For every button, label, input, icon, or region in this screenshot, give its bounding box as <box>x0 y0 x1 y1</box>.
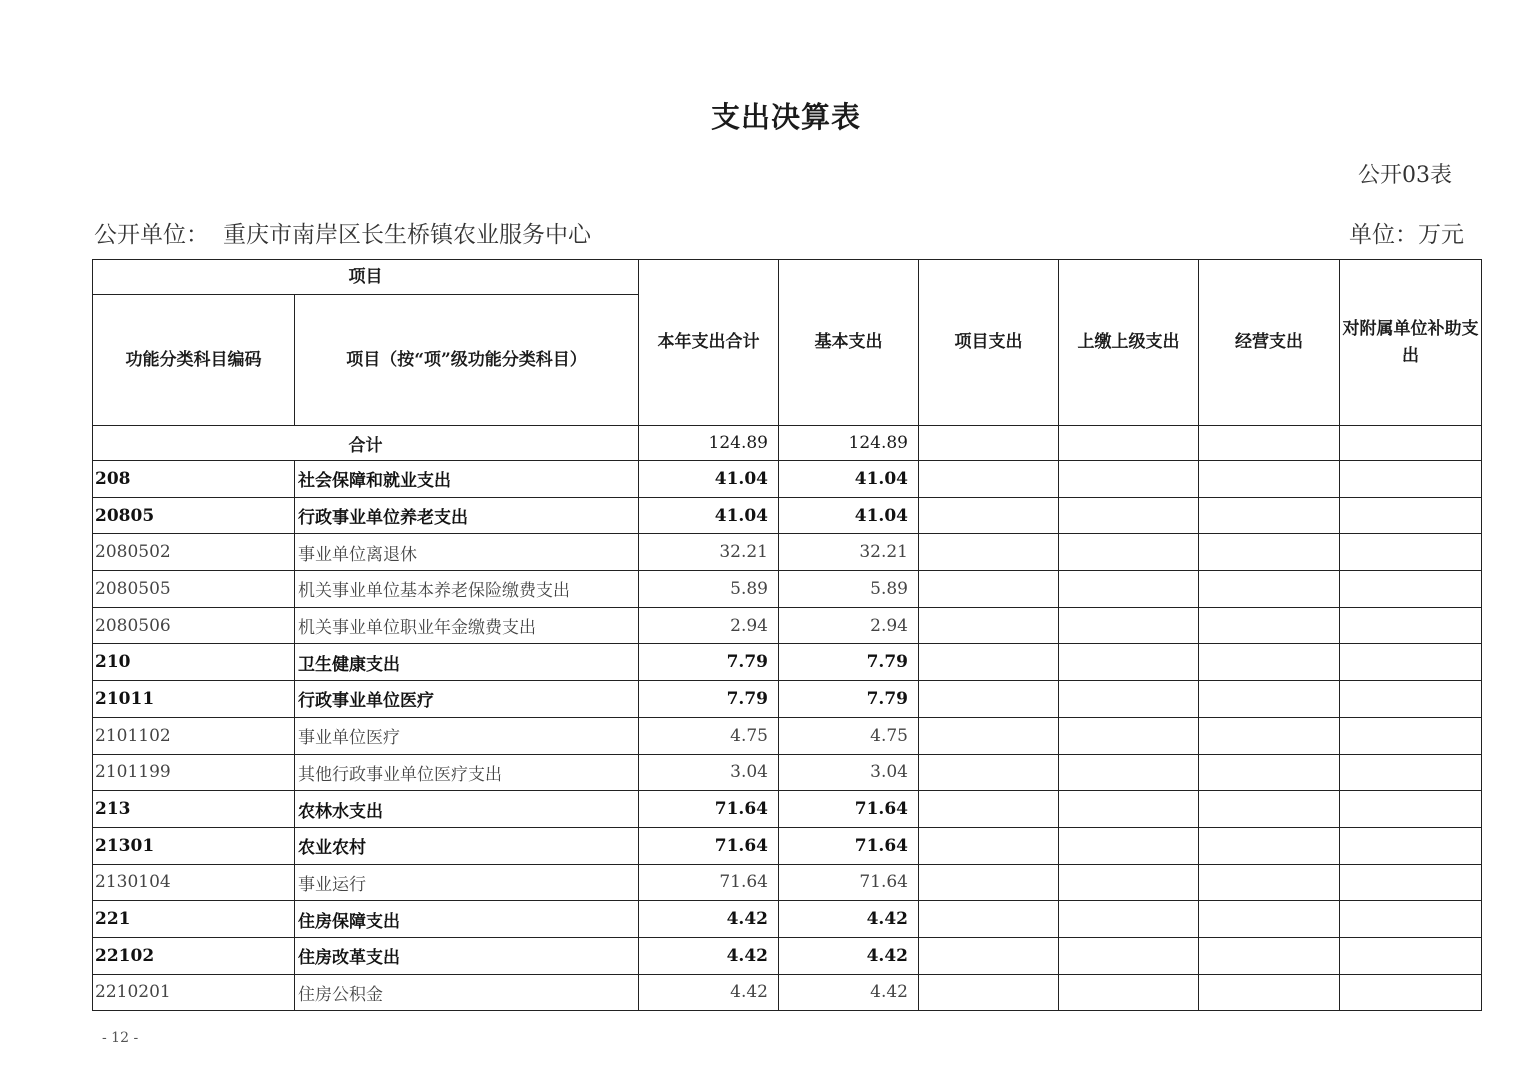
row-business <box>1199 827 1340 864</box>
row-subsidy <box>1340 974 1482 1011</box>
row-total: 41.04 <box>639 497 779 534</box>
currency-unit: 单位：万元 <box>1349 222 1464 248</box>
row-name: 机关事业单位职业年金缴费支出 <box>295 607 639 644</box>
row-name: 事业单位医疗 <box>295 717 639 754</box>
row-subsidy <box>1340 607 1482 644</box>
empty-cell <box>1199 426 1340 461</box>
row-business <box>1199 534 1340 571</box>
row-business <box>1199 864 1340 901</box>
row-total: 71.64 <box>639 791 779 828</box>
row-upper <box>1059 864 1199 901</box>
row-total: 71.64 <box>639 864 779 901</box>
row-project <box>919 827 1059 864</box>
row-project <box>919 534 1059 571</box>
row-total: 7.79 <box>639 681 779 718</box>
row-business <box>1199 644 1340 681</box>
table-row <box>93 681 1482 718</box>
row-total: 41.04 <box>639 461 779 498</box>
row-basic: 5.89 <box>779 571 919 608</box>
row-basic: 41.04 <box>779 461 919 498</box>
row-name: 住房公积金 <box>295 974 639 1011</box>
row-name: 事业单位离退休 <box>295 534 639 571</box>
row-upper <box>1059 681 1199 718</box>
publishing-unit <box>94 216 591 249</box>
row-basic: 3.04 <box>779 754 919 791</box>
table-row <box>93 644 1482 681</box>
row-subsidy <box>1340 717 1482 754</box>
row-business <box>1199 974 1340 1011</box>
row-name: 住房保障支出 <box>295 901 639 938</box>
table-row <box>93 864 1482 901</box>
row-basic: 41.04 <box>779 497 919 534</box>
row-upper <box>1059 461 1199 498</box>
header-name: 项目（按“项”级功能分类科目） <box>295 295 639 426</box>
row-upper <box>1059 717 1199 754</box>
row-total: 2.94 <box>639 607 779 644</box>
row-business <box>1199 937 1340 974</box>
row-code: 20805 <box>93 497 295 534</box>
table-row <box>93 937 1482 974</box>
row-basic: 7.79 <box>779 681 919 718</box>
row-basic: 4.42 <box>779 901 919 938</box>
row-code: 208 <box>93 461 295 498</box>
row-code: 2130104 <box>93 864 295 901</box>
row-basic: 71.64 <box>779 864 919 901</box>
table-row <box>93 827 1482 864</box>
row-project <box>919 571 1059 608</box>
header-code: 功能分类科目编码 <box>93 295 295 426</box>
row-basic: 71.64 <box>779 827 919 864</box>
row-business <box>1199 607 1340 644</box>
row-subsidy <box>1340 571 1482 608</box>
row-project <box>919 791 1059 828</box>
row-total: 5.89 <box>639 571 779 608</box>
row-upper <box>1059 791 1199 828</box>
row-business <box>1199 754 1340 791</box>
row-code: 2210201 <box>93 974 295 1011</box>
row-upper <box>1059 534 1199 571</box>
table-row <box>93 901 1482 938</box>
row-subsidy <box>1340 461 1482 498</box>
row-name: 卫生健康支出 <box>295 644 639 681</box>
row-code: 21011 <box>93 681 295 718</box>
row-business <box>1199 901 1340 938</box>
row-subsidy <box>1340 827 1482 864</box>
row-business <box>1199 791 1340 828</box>
row-code: 221 <box>93 901 295 938</box>
row-project <box>919 974 1059 1011</box>
row-upper <box>1059 754 1199 791</box>
row-business <box>1199 497 1340 534</box>
row-subsidy <box>1340 497 1482 534</box>
row-total: 4.75 <box>639 717 779 754</box>
publishing-unit-label: 公开单位： <box>94 222 209 248</box>
row-name: 其他行政事业单位医疗支出 <box>295 754 639 791</box>
row-name: 机关事业单位基本养老保险缴费支出 <box>295 571 639 608</box>
row-project <box>919 461 1059 498</box>
row-name: 行政事业单位养老支出 <box>295 497 639 534</box>
table-row <box>93 791 1482 828</box>
row-code: 2080506 <box>93 607 295 644</box>
row-basic: 4.75 <box>779 717 919 754</box>
row-upper <box>1059 827 1199 864</box>
row-business <box>1199 681 1340 718</box>
table-row <box>93 534 1482 571</box>
row-project <box>919 681 1059 718</box>
table-row <box>93 571 1482 608</box>
row-basic: 7.79 <box>779 644 919 681</box>
table-row <box>93 717 1482 754</box>
table-row <box>93 461 1482 498</box>
table-row <box>93 607 1482 644</box>
row-code: 21301 <box>93 827 295 864</box>
empty-cell <box>1340 426 1482 461</box>
empty-cell <box>1059 426 1199 461</box>
row-name: 社会保障和就业支出 <box>295 461 639 498</box>
row-total: 7.79 <box>639 644 779 681</box>
row-upper <box>1059 901 1199 938</box>
row-business <box>1199 571 1340 608</box>
row-subsidy <box>1340 864 1482 901</box>
row-name: 行政事业单位医疗 <box>295 681 639 718</box>
row-upper <box>1059 937 1199 974</box>
row-basic: 4.42 <box>779 937 919 974</box>
table-row <box>93 754 1482 791</box>
document-title: 支出决算表 <box>710 100 861 134</box>
row-total: 4.42 <box>639 974 779 1011</box>
row-project <box>919 864 1059 901</box>
expenditure-table <box>92 259 1482 1011</box>
row-project <box>919 497 1059 534</box>
row-subsidy <box>1340 937 1482 974</box>
table-row <box>93 497 1482 534</box>
header-business: 经营支出 <box>1199 260 1340 426</box>
row-code: 2101102 <box>93 717 295 754</box>
total-row <box>93 426 1482 461</box>
row-project <box>919 754 1059 791</box>
row-code: 22102 <box>93 937 295 974</box>
total-basic: 124.89 <box>779 426 919 461</box>
row-subsidy <box>1340 754 1482 791</box>
row-project <box>919 644 1059 681</box>
row-name: 农业农村 <box>295 827 639 864</box>
page-number: - 12 - <box>102 1030 139 1046</box>
header-row-group <box>93 260 1482 295</box>
row-upper <box>1059 497 1199 534</box>
row-total: 4.42 <box>639 937 779 974</box>
total-value: 124.89 <box>639 426 779 461</box>
row-upper <box>1059 644 1199 681</box>
row-project <box>919 607 1059 644</box>
header-basic: 基本支出 <box>779 260 919 426</box>
row-business <box>1199 717 1340 754</box>
row-upper <box>1059 974 1199 1011</box>
row-basic: 4.42 <box>779 974 919 1011</box>
row-code: 210 <box>93 644 295 681</box>
header-project: 项目支出 <box>919 260 1059 426</box>
row-code: 2080502 <box>93 534 295 571</box>
header-upper: 上缴上级支出 <box>1059 260 1199 426</box>
empty-cell <box>919 426 1059 461</box>
row-upper <box>1059 571 1199 608</box>
row-total: 32.21 <box>639 534 779 571</box>
row-name: 事业运行 <box>295 864 639 901</box>
row-code: 213 <box>93 791 295 828</box>
table-row <box>93 974 1482 1011</box>
row-code: 2080505 <box>93 571 295 608</box>
row-basic: 32.21 <box>779 534 919 571</box>
row-business <box>1199 461 1340 498</box>
total-label: 合计 <box>93 426 639 461</box>
row-subsidy <box>1340 534 1482 571</box>
row-subsidy <box>1340 901 1482 938</box>
row-total: 3.04 <box>639 754 779 791</box>
row-basic: 71.64 <box>779 791 919 828</box>
header-total: 本年支出合计 <box>639 260 779 426</box>
row-subsidy <box>1340 644 1482 681</box>
row-name: 农林水支出 <box>295 791 639 828</box>
row-project <box>919 937 1059 974</box>
row-subsidy <box>1340 681 1482 718</box>
row-total: 71.64 <box>639 827 779 864</box>
row-upper <box>1059 607 1199 644</box>
publishing-unit-name: 重庆市南岸区长生桥镇农业服务中心 <box>223 222 591 248</box>
row-name: 住房改革支出 <box>295 937 639 974</box>
header-subsidy: 对附属单位补助支出 <box>1340 260 1482 426</box>
row-subsidy <box>1340 791 1482 828</box>
form-number: 公开03表 <box>1358 163 1452 188</box>
row-total: 4.42 <box>639 901 779 938</box>
row-code: 2101199 <box>93 754 295 791</box>
row-project <box>919 901 1059 938</box>
header-group: 项目 <box>93 260 639 295</box>
row-basic: 2.94 <box>779 607 919 644</box>
row-project <box>919 717 1059 754</box>
